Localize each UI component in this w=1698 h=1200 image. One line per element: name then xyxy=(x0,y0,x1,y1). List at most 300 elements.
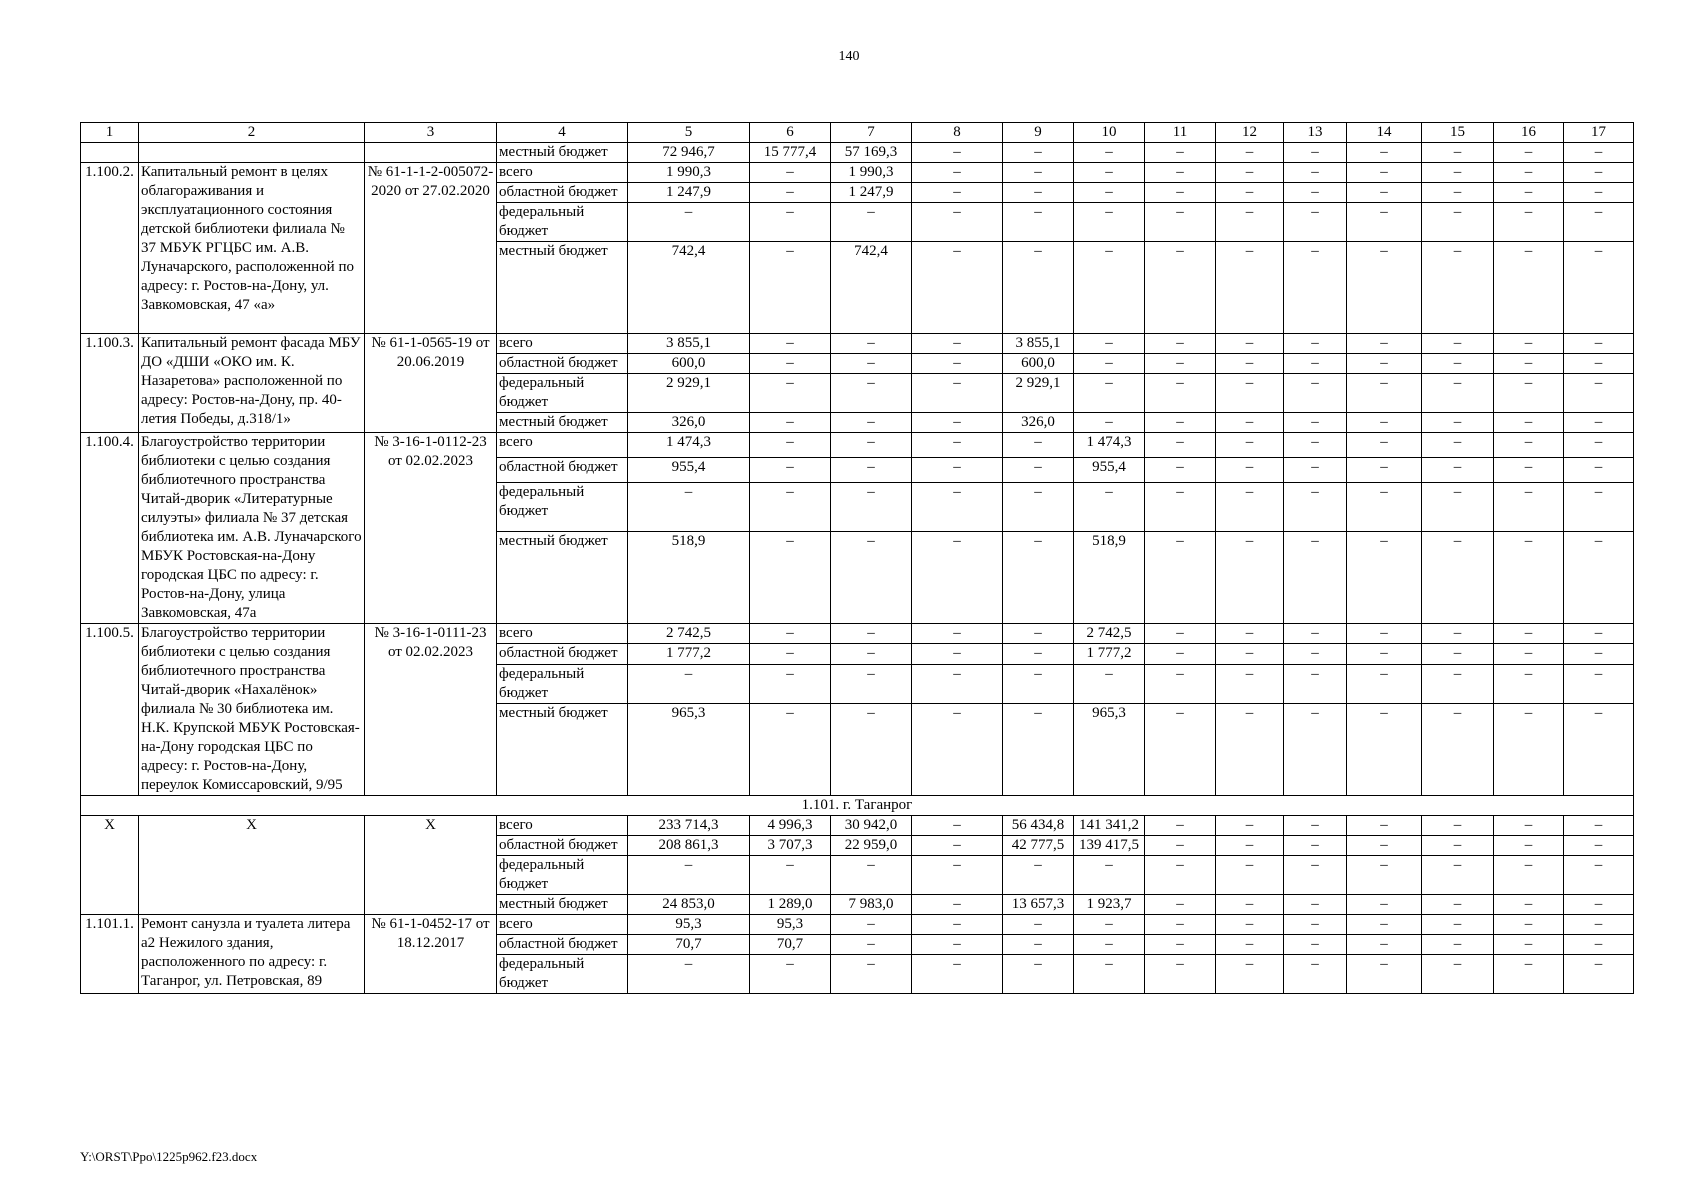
table-cell: – xyxy=(1564,242,1634,334)
table-cell: – xyxy=(1422,664,1494,704)
table-cell: – xyxy=(1347,624,1422,644)
table-cell: 326,0 xyxy=(628,413,750,433)
table-cell: 1.101.1. xyxy=(81,915,139,994)
table-cell: – xyxy=(1564,374,1634,413)
table-cell: – xyxy=(1564,915,1634,935)
table-cell: 57 169,3 xyxy=(831,143,912,163)
table-cell: областной бюджет xyxy=(497,836,628,856)
table-cell: 7 983,0 xyxy=(831,895,912,915)
table-cell: 742,4 xyxy=(831,242,912,334)
table-cell: местный бюджет xyxy=(497,242,628,334)
table-cell: – xyxy=(628,664,750,704)
table-cell: – xyxy=(1422,163,1494,183)
table-cell: – xyxy=(1216,532,1284,624)
table-cell: – xyxy=(1145,816,1216,836)
table-cell: Ремонт санузла и туалета литера а2 Нежилого здания, расположенного по адресу: г. Таганрог, ул. Петровская, 89 xyxy=(139,915,365,994)
table-cell: всего xyxy=(497,915,628,935)
table-cell: – xyxy=(1216,955,1284,994)
table-cell xyxy=(139,143,365,163)
column-number: 12 xyxy=(1216,123,1284,143)
table-cell: – xyxy=(1422,955,1494,994)
table-cell: – xyxy=(750,704,831,796)
table-cell: – xyxy=(1494,483,1564,532)
table-cell: местный бюджет xyxy=(497,704,628,796)
table-cell: – xyxy=(1494,935,1564,955)
table-cell: – xyxy=(1564,532,1634,624)
table-cell: – xyxy=(831,483,912,532)
table-cell: – xyxy=(1145,895,1216,915)
table-cell: – xyxy=(1422,458,1494,483)
table-cell: 600,0 xyxy=(1003,354,1074,374)
table-cell: Х xyxy=(81,816,139,915)
table-cell: – xyxy=(1347,354,1422,374)
table-cell: – xyxy=(1347,856,1422,895)
page-number: 140 xyxy=(838,49,860,64)
table-cell: местный бюджет xyxy=(497,895,628,915)
table-cell: 4 996,3 xyxy=(750,816,831,836)
table-cell: – xyxy=(1494,664,1564,704)
table-cell: – xyxy=(1494,955,1564,994)
table-cell: – xyxy=(1564,163,1634,183)
column-number: 3 xyxy=(365,123,497,143)
table-row xyxy=(81,143,1634,163)
table-cell: федеральный бюджет xyxy=(497,483,628,532)
table-cell: Капитальный ремонт фасада МБУ ДО «ДШИ «ОКО им. К. Назаретова» расположенной по адресу: Ростов-на-Дону, пр. 40-летия Победы, д.318/1» xyxy=(139,334,365,433)
table-cell: – xyxy=(1216,334,1284,354)
table-cell: – xyxy=(1145,334,1216,354)
table-cell: – xyxy=(1284,915,1347,935)
table-cell: – xyxy=(1564,895,1634,915)
table-cell: – xyxy=(1003,664,1074,704)
table-cell: 518,9 xyxy=(628,532,750,624)
table-cell: – xyxy=(1564,935,1634,955)
table-cell: – xyxy=(1003,483,1074,532)
table-cell: – xyxy=(1284,143,1347,163)
table-cell: – xyxy=(1422,624,1494,644)
table-cell: 2 929,1 xyxy=(628,374,750,413)
table-cell: 1.100.4. xyxy=(81,433,139,624)
table-cell: – xyxy=(1347,644,1422,664)
column-number: 7 xyxy=(831,123,912,143)
table-cell: – xyxy=(1284,458,1347,483)
table-cell: – xyxy=(1216,816,1284,836)
table-cell: – xyxy=(831,856,912,895)
table-cell: всего xyxy=(497,163,628,183)
table-cell: – xyxy=(1422,354,1494,374)
table-cell: – xyxy=(1422,935,1494,955)
table-cell: 72 946,7 xyxy=(628,143,750,163)
table-cell: – xyxy=(1564,955,1634,994)
table-cell: – xyxy=(1003,183,1074,203)
column-number: 13 xyxy=(1284,123,1347,143)
table-cell: – xyxy=(1003,203,1074,242)
table-cell: – xyxy=(1145,242,1216,334)
table-cell: – xyxy=(1422,895,1494,915)
table-cell: – xyxy=(912,242,1003,334)
table-cell: Х xyxy=(365,816,497,915)
table-cell: – xyxy=(1145,624,1216,644)
table-cell: областной бюджет xyxy=(497,183,628,203)
column-number: 6 xyxy=(750,123,831,143)
table-cell: – xyxy=(1422,183,1494,203)
table-cell: – xyxy=(1216,183,1284,203)
table-cell: всего xyxy=(497,433,628,458)
table-cell: – xyxy=(831,955,912,994)
table-cell: – xyxy=(1494,624,1564,644)
column-number: 9 xyxy=(1003,123,1074,143)
table-row xyxy=(81,163,1634,183)
table-cell: – xyxy=(1422,704,1494,796)
table-cell: – xyxy=(1003,458,1074,483)
table-cell: – xyxy=(831,458,912,483)
column-number: 14 xyxy=(1347,123,1422,143)
table-cell: – xyxy=(1494,354,1564,374)
table-cell: областной бюджет xyxy=(497,354,628,374)
table-cell: – xyxy=(831,644,912,664)
table-cell: – xyxy=(1145,644,1216,664)
table-cell: – xyxy=(1422,374,1494,413)
table-cell: Благоустройство территории библиотеки с целью создания библиотечного пространства Читай-дворик «Литературные силуэты» филиала № 37 детская библиотека им. А.В. Луначарского МБУК Ростовская-на-Дону городская ЦБС по адресу: г. Ростов-на-Дону, улица Завкомовская, 47а xyxy=(139,433,365,624)
table-cell xyxy=(365,143,497,163)
table-cell: 95,3 xyxy=(628,915,750,935)
table-cell: – xyxy=(912,704,1003,796)
table-cell: 1 474,3 xyxy=(628,433,750,458)
table-cell: – xyxy=(1145,163,1216,183)
table-cell: – xyxy=(1074,955,1145,994)
table-cell: – xyxy=(1564,203,1634,242)
table-cell: – xyxy=(912,856,1003,895)
table-cell: – xyxy=(1284,816,1347,836)
table-cell: – xyxy=(1564,483,1634,532)
table-cell: – xyxy=(1494,915,1564,935)
table-cell: – xyxy=(912,163,1003,183)
table-cell: – xyxy=(912,354,1003,374)
table-cell: – xyxy=(1074,935,1145,955)
table-cell: – xyxy=(1564,704,1634,796)
table-cell: № 3-16-1-0111-23 от 02.02.2023 xyxy=(365,624,497,796)
table-cell: 955,4 xyxy=(628,458,750,483)
table-cell: – xyxy=(912,483,1003,532)
table-cell: – xyxy=(831,664,912,704)
table-cell: – xyxy=(1347,374,1422,413)
table-cell: – xyxy=(750,183,831,203)
table-cell: – xyxy=(1216,895,1284,915)
table-cell: – xyxy=(750,624,831,644)
table-cell: – xyxy=(1074,374,1145,413)
table-cell: – xyxy=(1284,895,1347,915)
table-cell: – xyxy=(912,664,1003,704)
table-cell: – xyxy=(1074,915,1145,935)
table-cell: областной бюджет xyxy=(497,644,628,664)
table-cell: – xyxy=(1564,183,1634,203)
table-cell: – xyxy=(1422,816,1494,836)
table-cell: – xyxy=(1494,895,1564,915)
table-cell: – xyxy=(1494,374,1564,413)
table-cell: – xyxy=(1003,163,1074,183)
table-cell: – xyxy=(750,334,831,354)
table-cell: – xyxy=(1145,955,1216,994)
table-cell: – xyxy=(750,203,831,242)
table-cell: – xyxy=(912,644,1003,664)
table-cell: – xyxy=(831,433,912,458)
table-cell: – xyxy=(1347,836,1422,856)
table-cell: – xyxy=(1216,413,1284,433)
table-cell: № 3-16-1-0112-23 от 02.02.2023 xyxy=(365,433,497,624)
table-cell: – xyxy=(912,413,1003,433)
table-cell: – xyxy=(1145,483,1216,532)
table-cell: – xyxy=(1564,143,1634,163)
table-row xyxy=(81,433,1634,458)
table-cell: – xyxy=(1284,644,1347,664)
table-cell: 1.100.5. xyxy=(81,624,139,796)
table-cell: – xyxy=(912,143,1003,163)
table-cell: – xyxy=(1216,143,1284,163)
table-cell: – xyxy=(1494,163,1564,183)
table-cell: 742,4 xyxy=(628,242,750,334)
table-cell: – xyxy=(1284,163,1347,183)
table-cell: 233 714,3 xyxy=(628,816,750,836)
table-cell: – xyxy=(628,955,750,994)
table-cell: – xyxy=(1564,664,1634,704)
table-cell: – xyxy=(1422,644,1494,664)
table-cell: всего xyxy=(497,334,628,354)
table-cell: – xyxy=(1145,935,1216,955)
table-cell: – xyxy=(912,374,1003,413)
table-cell: 326,0 xyxy=(1003,413,1074,433)
column-number: 1 xyxy=(81,123,139,143)
budget-table xyxy=(80,122,1634,994)
table-cell: – xyxy=(912,836,1003,856)
table-cell: – xyxy=(831,532,912,624)
table-cell: – xyxy=(1284,856,1347,895)
table-cell: – xyxy=(628,856,750,895)
table-cell: – xyxy=(1347,433,1422,458)
table-cell: федеральный бюджет xyxy=(497,955,628,994)
table-cell: – xyxy=(1145,915,1216,935)
table-cell: – xyxy=(1003,915,1074,935)
table-cell: – xyxy=(1347,895,1422,915)
table-cell: – xyxy=(1284,532,1347,624)
table-cell: – xyxy=(628,483,750,532)
table-row xyxy=(81,915,1634,935)
column-number: 15 xyxy=(1422,123,1494,143)
table-cell: – xyxy=(1347,704,1422,796)
table-cell: 1 247,9 xyxy=(831,183,912,203)
table-cell: – xyxy=(1216,644,1284,664)
section-row xyxy=(81,796,1634,816)
table-cell: – xyxy=(1564,624,1634,644)
table-cell: – xyxy=(1145,143,1216,163)
table-cell: – xyxy=(1145,532,1216,624)
table-cell: – xyxy=(831,374,912,413)
table-cell: – xyxy=(1494,433,1564,458)
table-cell: – xyxy=(1422,532,1494,624)
table-cell: – xyxy=(912,915,1003,935)
table-cell: – xyxy=(1003,242,1074,334)
table-cell: – xyxy=(1494,836,1564,856)
table-cell: – xyxy=(1347,816,1422,836)
table-cell: – xyxy=(1422,203,1494,242)
table-cell: 22 959,0 xyxy=(831,836,912,856)
column-number: 4 xyxy=(497,123,628,143)
table-cell: – xyxy=(1494,242,1564,334)
table-cell: – xyxy=(1074,856,1145,895)
table-cell: – xyxy=(1216,374,1284,413)
table-cell: – xyxy=(1145,704,1216,796)
table-cell: № 61-1-0565-19 от 20.06.2019 xyxy=(365,334,497,433)
table-cell: – xyxy=(831,935,912,955)
table-cell: 1.100.3. xyxy=(81,334,139,433)
table-cell: – xyxy=(1422,856,1494,895)
table-cell: – xyxy=(1145,458,1216,483)
table-cell: – xyxy=(831,704,912,796)
table-cell: – xyxy=(1003,955,1074,994)
table-cell: – xyxy=(1284,955,1347,994)
table-cell: – xyxy=(1003,644,1074,664)
table-cell: – xyxy=(1145,354,1216,374)
table-cell: – xyxy=(1422,334,1494,354)
table-cell: – xyxy=(1074,163,1145,183)
table-cell: – xyxy=(1422,413,1494,433)
table-cell: федеральный бюджет xyxy=(497,856,628,895)
table-cell: – xyxy=(1284,624,1347,644)
footer-file-path: Y:\ORST\Ppo\1225p962.f23.docx xyxy=(80,1149,258,1164)
table-cell: – xyxy=(1216,163,1284,183)
table-cell: – xyxy=(1216,433,1284,458)
table-cell: – xyxy=(1347,915,1422,935)
table-cell: – xyxy=(1494,704,1564,796)
table-cell: – xyxy=(1564,413,1634,433)
table-cell: – xyxy=(912,458,1003,483)
table-cell: – xyxy=(831,413,912,433)
table-cell: – xyxy=(1003,935,1074,955)
table-cell: – xyxy=(1284,664,1347,704)
table-cell: – xyxy=(1074,242,1145,334)
table-cell: – xyxy=(1347,143,1422,163)
table-cell: – xyxy=(1074,354,1145,374)
table-cell: – xyxy=(912,203,1003,242)
table-row xyxy=(81,624,1634,644)
table-cell: – xyxy=(912,955,1003,994)
table-cell: – xyxy=(1564,354,1634,374)
table-cell: 24 853,0 xyxy=(628,895,750,915)
table-cell: – xyxy=(1422,483,1494,532)
table-cell: 2 742,5 xyxy=(628,624,750,644)
table-cell: – xyxy=(1145,183,1216,203)
table-cell: – xyxy=(1422,915,1494,935)
column-number: 17 xyxy=(1564,123,1634,143)
column-number: 2 xyxy=(139,123,365,143)
table-cell: – xyxy=(1216,354,1284,374)
table-cell: – xyxy=(1564,836,1634,856)
table-cell: местный бюджет xyxy=(497,143,628,163)
table-cell: 1 474,3 xyxy=(1074,433,1145,458)
table-cell: – xyxy=(1347,935,1422,955)
table-cell: – xyxy=(1422,143,1494,163)
table-cell: – xyxy=(1284,374,1347,413)
table-cell: – xyxy=(1564,856,1634,895)
table-cell: – xyxy=(1284,354,1347,374)
table-cell: 600,0 xyxy=(628,354,750,374)
table-cell: – xyxy=(831,334,912,354)
table-cell: 3 855,1 xyxy=(628,334,750,354)
table-cell: 965,3 xyxy=(628,704,750,796)
table-cell: 141 341,2 xyxy=(1074,816,1145,836)
table-cell: 70,7 xyxy=(750,935,831,955)
table-cell: – xyxy=(1216,458,1284,483)
table-cell: – xyxy=(1347,532,1422,624)
table-cell: – xyxy=(1347,334,1422,354)
table-cell: – xyxy=(912,895,1003,915)
table-cell: – xyxy=(1494,816,1564,836)
table-cell: – xyxy=(1494,203,1564,242)
table-cell: – xyxy=(1494,856,1564,895)
table-cell: – xyxy=(1074,483,1145,532)
table-cell: – xyxy=(1216,483,1284,532)
table-cell: – xyxy=(912,433,1003,458)
table-cell: – xyxy=(750,458,831,483)
table-cell: – xyxy=(1003,143,1074,163)
table-cell: – xyxy=(1347,413,1422,433)
table-cell: – xyxy=(1003,704,1074,796)
table-cell: – xyxy=(1494,334,1564,354)
table-cell: – xyxy=(1074,203,1145,242)
table-cell: – xyxy=(1494,532,1564,624)
table-cell: – xyxy=(1074,664,1145,704)
table-cell: – xyxy=(831,203,912,242)
table-cell: – xyxy=(1284,334,1347,354)
table-cell: № 61-1-1-2-005072-2020 от 27.02.2020 xyxy=(365,163,497,334)
table-cell: – xyxy=(750,955,831,994)
table-cell: 3 855,1 xyxy=(1003,334,1074,354)
table-cell: – xyxy=(1074,334,1145,354)
table-cell xyxy=(81,143,139,163)
table-cell: 955,4 xyxy=(1074,458,1145,483)
table-cell: – xyxy=(1494,413,1564,433)
table-cell: – xyxy=(1145,374,1216,413)
table-cell: 13 657,3 xyxy=(1003,895,1074,915)
column-number: 16 xyxy=(1494,123,1564,143)
table-cell: – xyxy=(1074,413,1145,433)
table-cell: – xyxy=(750,354,831,374)
table-cell: 42 777,5 xyxy=(1003,836,1074,856)
table-cell: – xyxy=(1494,644,1564,664)
table-cell: – xyxy=(912,334,1003,354)
table-cell: – xyxy=(1347,163,1422,183)
table-cell: – xyxy=(1216,242,1284,334)
table-cell: – xyxy=(1494,183,1564,203)
table-cell: – xyxy=(831,624,912,644)
table-cell: – xyxy=(1284,483,1347,532)
table-cell: – xyxy=(1216,856,1284,895)
table-cell: – xyxy=(912,816,1003,836)
table-cell: – xyxy=(1347,955,1422,994)
table-cell: всего xyxy=(497,816,628,836)
table-cell: 1 289,0 xyxy=(750,895,831,915)
table-cell: – xyxy=(1145,433,1216,458)
table-cell: – xyxy=(750,413,831,433)
table-cell: – xyxy=(1216,915,1284,935)
table-cell: – xyxy=(1284,413,1347,433)
table-cell: – xyxy=(1564,334,1634,354)
table-cell: – xyxy=(1145,664,1216,704)
table-cell: – xyxy=(1284,935,1347,955)
table-cell: областной бюджет xyxy=(497,458,628,483)
table-cell: 518,9 xyxy=(1074,532,1145,624)
table-cell: – xyxy=(750,433,831,458)
table-cell: 3 707,3 xyxy=(750,836,831,856)
table-cell: – xyxy=(750,483,831,532)
